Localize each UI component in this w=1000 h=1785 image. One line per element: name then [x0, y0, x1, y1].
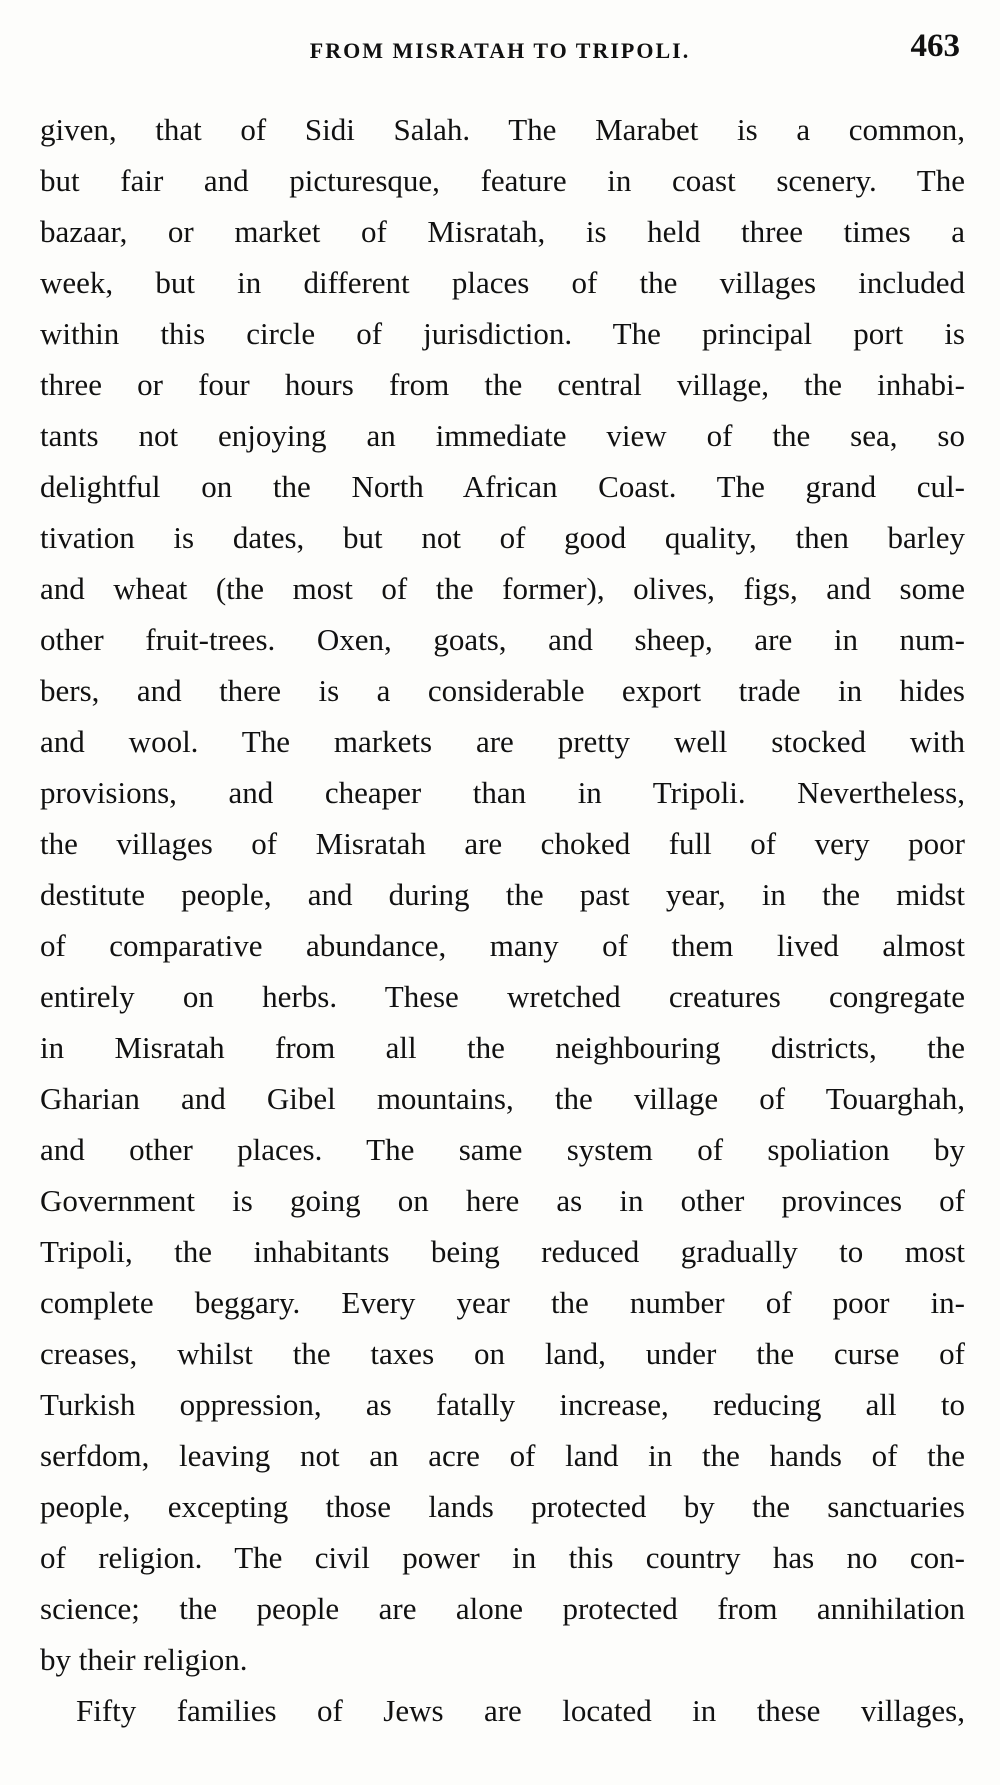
- text-line: and wool. The markets are pretty well stocked with: [40, 724, 965, 759]
- text-line: of comparative abundance, many of them lived almost: [40, 928, 965, 963]
- text-line: Government is going on here as in other provinces of: [40, 1183, 965, 1218]
- text-line: tants not enjoying an immediate view of the sea, so: [40, 418, 965, 453]
- text-line: the villages of Misratah are choked full of very poor: [40, 826, 965, 861]
- text-line: week, but in different places of the villages included: [40, 265, 965, 300]
- paragraph-start-line: Fifty families of Jews are located in these villages,: [76, 1693, 965, 1728]
- text-line: complete beggary. Every year the number of poor in-: [40, 1285, 965, 1320]
- running-title: FROM MISRATAH TO TRIPOLI.: [309, 38, 691, 63]
- text-line: given, that of Sidi Salah. The Marabet is a common,: [40, 112, 965, 147]
- text-line: entirely on herbs. These wretched creatures congregate: [40, 979, 965, 1014]
- text-line: Gharian and Gibel mountains, the village of Touarghah,: [40, 1081, 965, 1116]
- text-line: bers, and there is a considerable export trade in hides: [40, 673, 965, 708]
- page-number: 463: [910, 28, 960, 64]
- text-line: of religion. The civil power in this country has no con-: [40, 1540, 965, 1575]
- paragraph-end-line: by their religion.: [40, 1642, 248, 1677]
- text-line: within this circle of jurisdiction. The principal port is: [40, 316, 965, 351]
- text-line: and other places. The same system of spoliation by: [40, 1132, 965, 1167]
- text-line: bazaar, or market of Misratah, is held three times a: [40, 214, 965, 249]
- text-line: other fruit-trees. Oxen, goats, and sheep, are in num-: [40, 622, 965, 657]
- text-line: destitute people, and during the past year, in the midst: [40, 877, 965, 912]
- text-line: people, excepting those lands protected by the sanctuaries: [40, 1489, 965, 1524]
- text-line: Turkish oppression, as fatally increase, reducing all to: [40, 1387, 965, 1422]
- text-line: science; the people are alone protected from annihilation: [40, 1591, 965, 1626]
- body-text: [40, 104, 965, 1736]
- text-line: serfdom, leaving not an acre of land in the hands of the: [40, 1438, 965, 1473]
- text-line: creases, whilst the taxes on land, under the curse of: [40, 1336, 965, 1371]
- running-head: [40, 28, 960, 88]
- text-line: Tripoli, the inhabitants being reduced gradually to most: [40, 1234, 965, 1269]
- text-line: but fair and picturesque, feature in coast scenery. The: [40, 163, 965, 198]
- text-line: provisions, and cheaper than in Tripoli. Nevertheless,: [40, 775, 965, 810]
- text-line: delightful on the North African Coast. The grand cul-: [40, 469, 965, 504]
- text-line: and wheat (the most of the former), olives, figs, and some: [40, 571, 965, 606]
- text-line: in Misratah from all the neighbouring districts, the: [40, 1030, 965, 1065]
- text-line: tivation is dates, but not of good quality, then barley: [40, 520, 965, 555]
- text-line: three or four hours from the central village, the inhabi-: [40, 367, 965, 402]
